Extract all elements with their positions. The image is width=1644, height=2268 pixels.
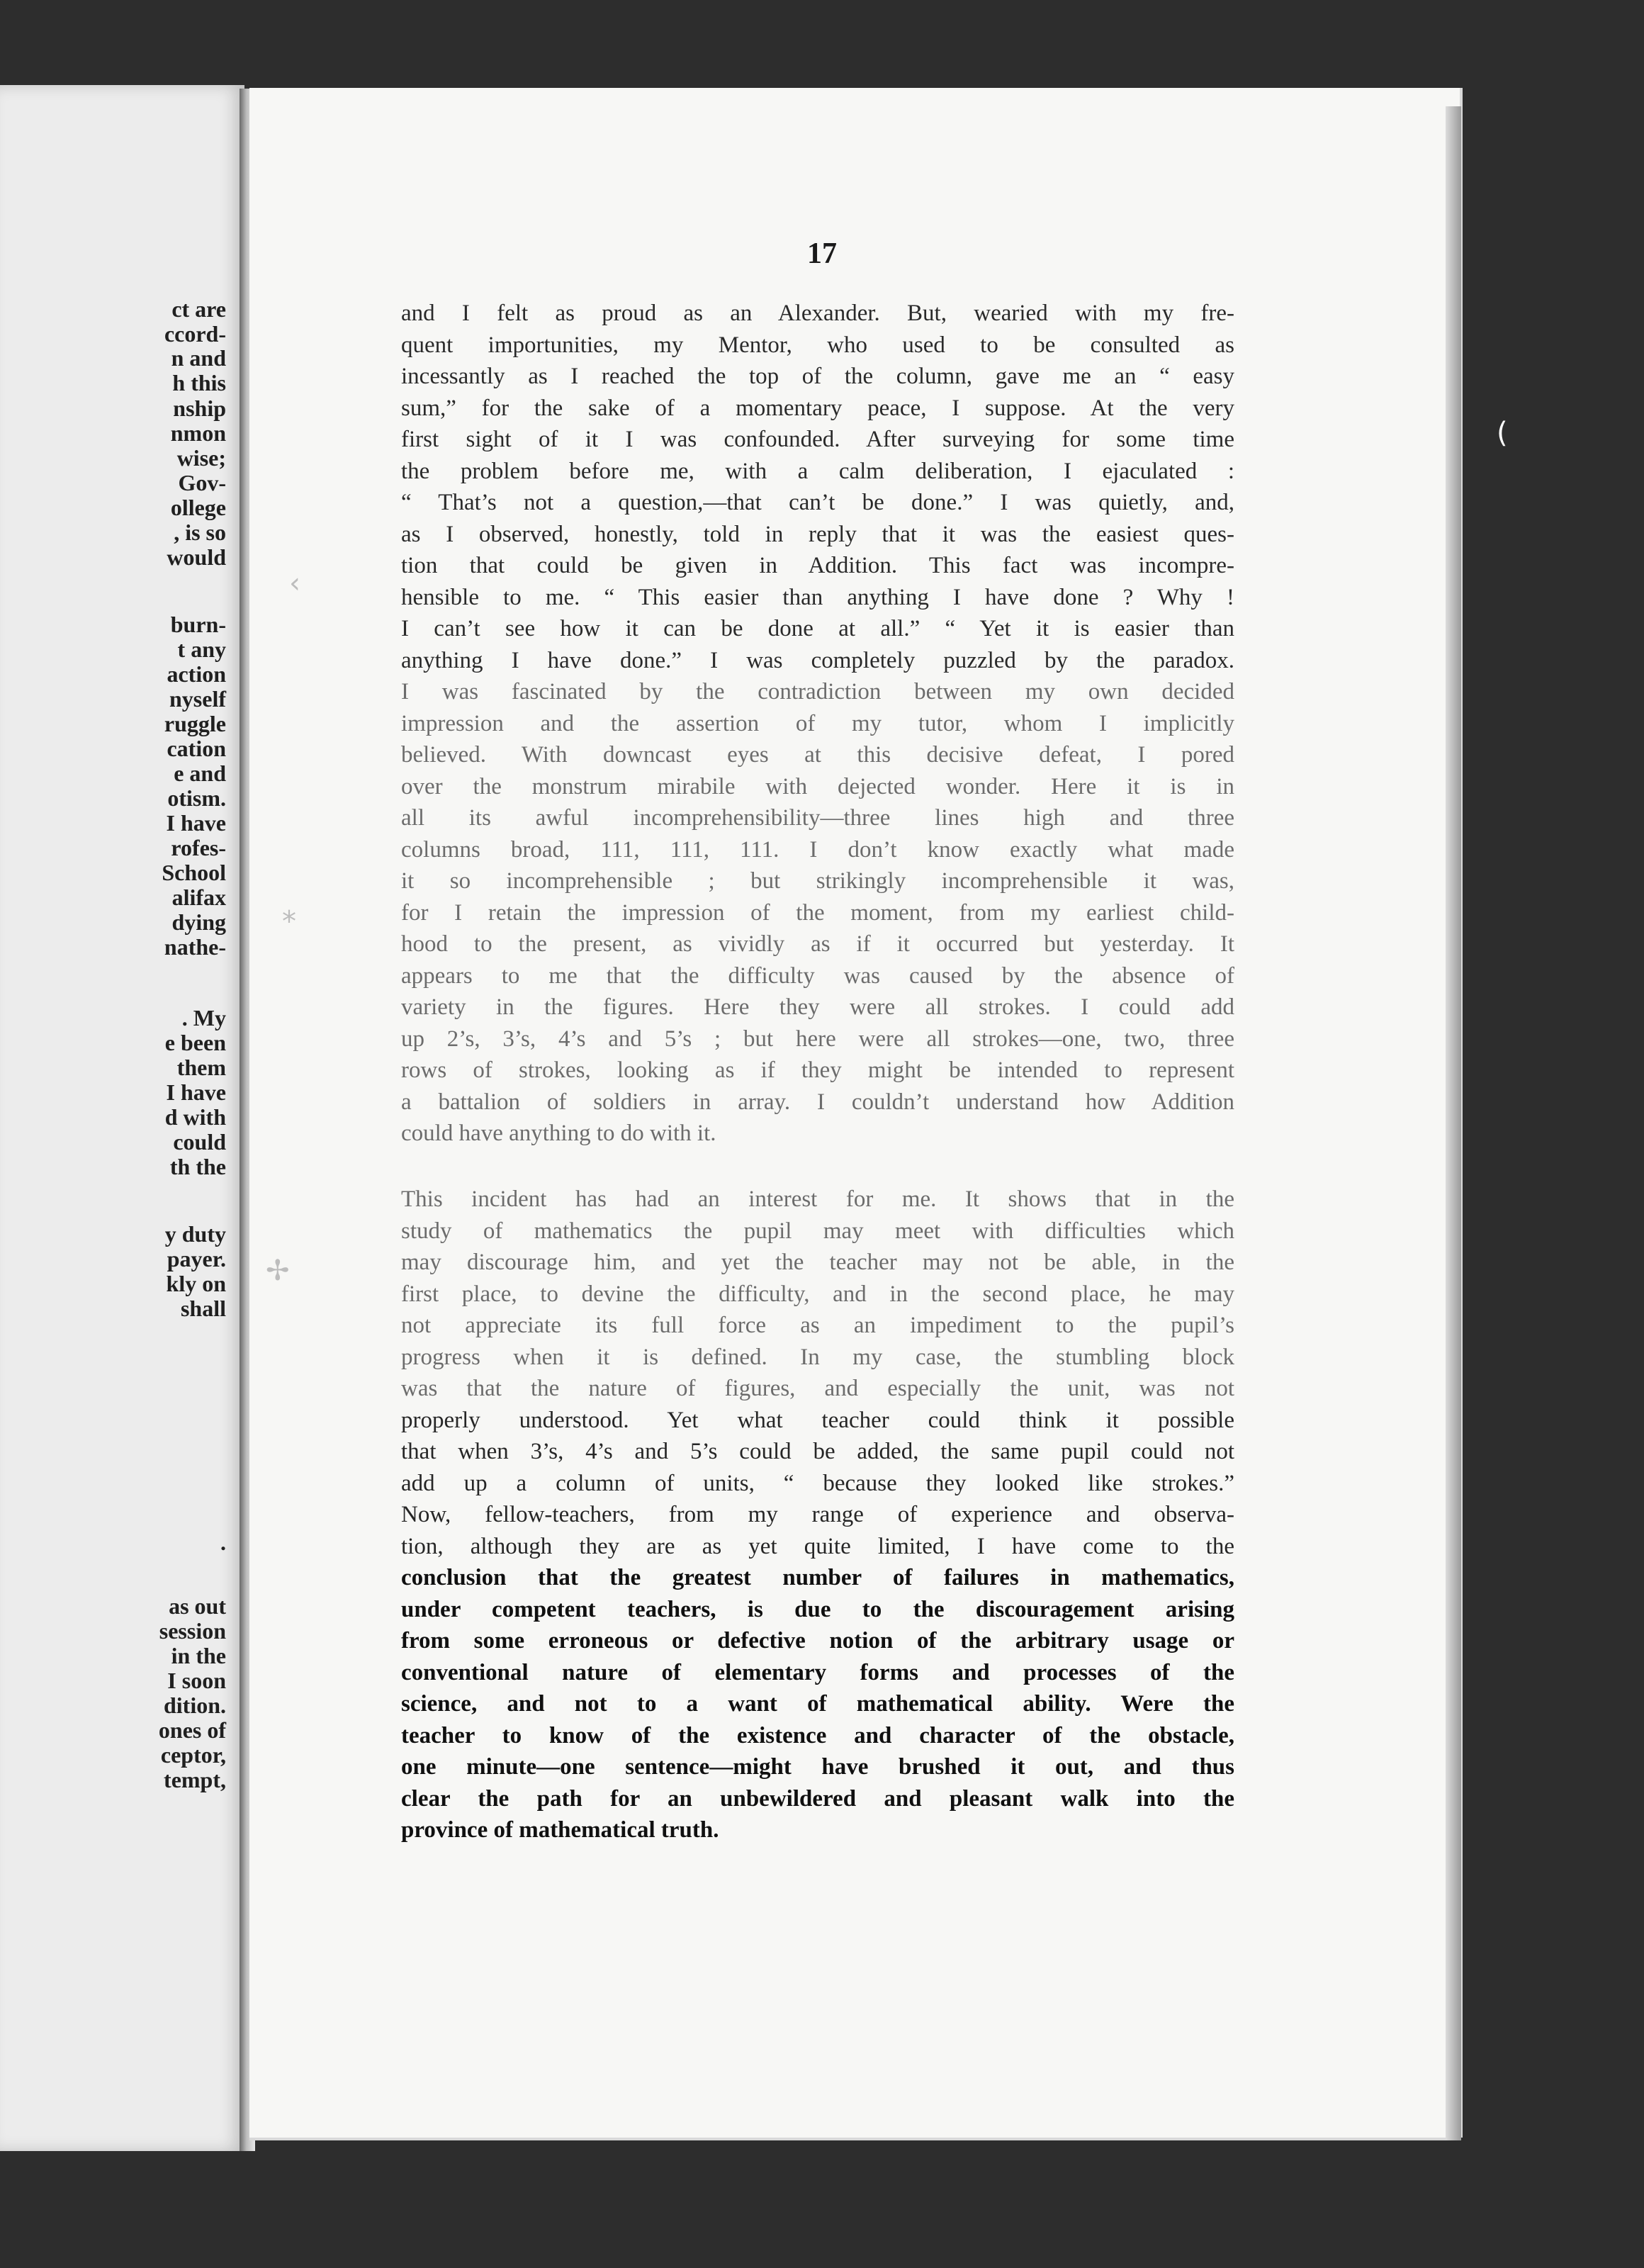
left-page-text-fragment: ollege [170,495,226,520]
text-line: add up a column of units, “ because they looked like strokes.” [401,1470,1234,1496]
left-page-text-fragment: dying [171,909,226,935]
text-line: conclusion that the greatest number of failures in mathematics, [401,1565,1234,1590]
left-page-text-fragment: nship [173,395,226,421]
scan-speck: ‹ [289,567,300,600]
left-page-text-fragment: e and [174,760,226,786]
left-page-text-fragment: wise; [176,445,226,471]
text-line: it so incomprehensible ; but strikingly incomprehensible it was, [401,868,1234,894]
left-page-text-fragment: ct are [171,296,226,322]
left-page-text-fragment: . My [181,1005,226,1031]
left-page-text-fragment: nathe- [164,934,226,960]
left-page-text-fragment: ceptor, [160,1742,226,1768]
left-page-text-fragment: ruggle [164,711,226,736]
text-line: may discourage him, and yet the teacher may not be able, in the [401,1250,1234,1275]
paragraph-2 [401,1184,1234,1846]
left-page-text-fragment: nyself [169,686,226,712]
left-page-text-fragment: y duty [164,1221,226,1247]
text-line: up 2’s, 3’s, 4’s and 5’s ; but here were all strokes—one, two, three [401,1026,1234,1052]
left-page-text-fragment: Gov- [178,470,226,495]
left-page-text-fragment: as out [169,1593,226,1619]
text-line: quent importunities, my Mentor, who used to be consulted as [401,332,1234,358]
text-line: that when 3’s, 4’s and 5’s could be added, the same pupil could not [401,1439,1234,1464]
left-page-text-fragment: payer. [167,1246,226,1271]
text-line: This incident has had an interest for me. It shows that in the [401,1186,1234,1212]
page-edge [1446,106,1461,2140]
left-page-text-fragment: . [220,1529,226,1555]
left-page-text-fragment: kly on [166,1271,226,1296]
text-line: progress when it is defined. In my case, the stumbling block [401,1344,1234,1370]
text-line: as I observed, honestly, told in reply that it was the easiest ques- [401,521,1234,547]
left-page-text-fragment: School [162,860,226,885]
text-line: hood to the present, as vividly as if it occurred but yesterday. It [401,931,1234,957]
left-page-text-fragment: cation [167,736,226,761]
left-page-text-fragment: shall [180,1296,226,1321]
text-line: believed. With downcast eyes at this decisive defeat, I pored [401,742,1234,768]
left-page-text-fragment: e been [164,1030,226,1055]
left-page-text-fragment: ccord- [164,321,226,347]
text-line: first sight of it I was confounded. After surveying for some time [401,427,1234,452]
left-page-text-fragment: I soon [167,1668,226,1693]
text-line: appears to me that the difficulty was caused by the absence of [401,962,1234,989]
text-line: not appreciate its full force as an impediment to the pupil’s [401,1313,1234,1338]
text-line: teacher to know of the existence and character of the obstacle, [401,1722,1234,1748]
text-line: impression and the assertion of my tutor, whom I implicitly [401,710,1234,736]
scan-speck: ( [1497,417,1508,449]
left-page-text-fragment: rofes- [171,835,226,860]
text-line: variety in the figures. Here they were all strokes. I could add [401,994,1234,1020]
page-number: 17 [807,237,837,270]
text-line: for I retain the impression of the moment, from my earliest child- [401,899,1234,926]
text-line: properly understood. Yet what teacher could think it possible [401,1407,1234,1433]
left-page-text-fragment: I have [166,810,226,836]
text-line: under competent teachers, is due to the discouragement arising [401,1596,1234,1622]
left-page-text-fragment: tempt, [164,1767,226,1792]
left-page-text-fragment: d with [164,1104,226,1130]
text-line: over the monstrum mirabile with dejected wonder. Here it is in [401,773,1234,799]
text-line: sum,” for the sake of a momentary peace, I suppose. At the very [401,395,1234,421]
text-line: science, and not to a want of mathematical ability. Were the [401,1691,1234,1717]
text-line: tion, although they are as yet quite limited, I have come to the [401,1533,1234,1559]
left-page-text-fragment: nmon [170,420,226,446]
text-line: I can’t see how it can be done at all.” “ Yet it is easier than [401,616,1234,641]
left-page-text-fragment: in the [171,1643,226,1668]
text-line: from some erroneous or defective notion of the arbitrary usage or [401,1628,1234,1654]
left-page-text-fragment: burn- [170,612,226,637]
left-page-text-fragment: , is so [174,520,226,545]
scan-speck: ⁎ [282,897,296,929]
text-line: could have anything to do with it. [401,1121,716,1146]
text-line: first place, to devine the difficulty, and in the second place, he may [401,1281,1234,1307]
text-line: the problem before me, with a calm deliberation, I ejaculated : [401,458,1234,484]
left-page [0,85,244,2151]
left-page-text-fragment: session [159,1618,226,1644]
text-line: I was fascinated by the contradiction between my own decided [401,679,1234,704]
text-line: tion that could be given in Addition. This fact was incompre- [401,553,1234,578]
text-line: all its awful incomprehensibility—three lines high and three [401,805,1234,831]
text-line: Now, fellow-teachers, from my range of experience and observa- [401,1502,1234,1527]
left-page-text-fragment: ones of [158,1717,226,1743]
paragraph-1 [401,298,1234,1150]
left-page-text-fragment: th the [169,1154,226,1179]
text-line: and I felt as proud as an Alexander. But, wearied with my fre- [401,301,1234,326]
text-line: columns broad, 111, 111, 111. I don’t know exactly what made [401,836,1234,863]
left-page-text-fragment: alifax [171,885,226,910]
text-line: rows of strokes, looking as if they might be intended to represent [401,1057,1234,1083]
text-line: “ That’s not a question,—that can’t be done.” I was quietly, and, [401,490,1234,515]
left-page-text-fragment: would [167,544,226,570]
text-line: clear the path for an unbewildered and pleasant walk into the [401,1785,1234,1812]
left-page-text-fragment: t any [177,636,226,662]
text-line: province of mathematical truth. [401,1817,719,1843]
left-page-text-fragment: them [176,1055,226,1080]
text-line: a battalion of soldiers in array. I couldn’t understand how Addition [401,1089,1234,1115]
left-page-text-fragment: action [167,661,226,687]
text-line: was that the nature of figures, and especially the unit, was not [401,1376,1234,1401]
text-line: conventional nature of elementary forms and processes of the [401,1659,1234,1685]
left-page-text-fragment: otism. [167,785,226,811]
text-line: anything I have done.” I was completely puzzled by the paradox. [401,647,1234,673]
left-page-text-fragment: dition. [163,1692,226,1718]
left-page-text-fragment: could [173,1129,226,1155]
text-line: incessantly as I reached the top of the column, gave me an “ easy [401,364,1234,389]
left-page-text-fragment: n and [171,345,226,371]
scan-speck: ✢ [266,1254,290,1287]
text-line: study of mathematics the pupil may meet with difficulties which [401,1218,1234,1244]
left-page-text-fragment: I have [166,1079,226,1105]
left-page-text-fragment: h this [172,370,226,395]
text-line: hensible to me. “ This easier than anything I have done ? Why ! [401,584,1234,610]
text-line: one minute—one sentence—might have brushed it out, and thus [401,1754,1234,1780]
